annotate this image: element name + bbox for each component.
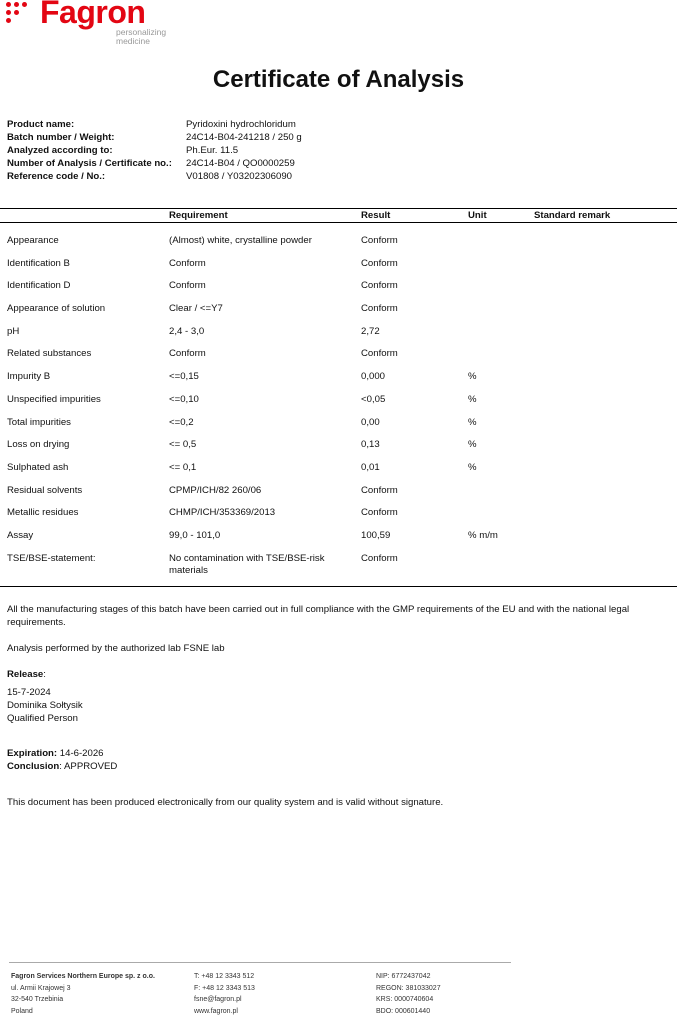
cell-remark — [534, 439, 677, 462]
release-date: 15-7-2024 — [7, 687, 51, 698]
cell-result: Conform — [361, 280, 398, 292]
cell-parameter: Impurity B — [7, 371, 51, 383]
header-unit: Unit — [468, 210, 487, 221]
expiration-line — [7, 747, 667, 760]
footer-krs: KRS: 0000740604 — [376, 996, 434, 1003]
cell-requirement: <=0,15 — [169, 371, 199, 383]
release-name: Dominika Sołtysik — [7, 700, 83, 711]
header-result: Result — [361, 210, 391, 221]
lab-statement: Analysis performed by the authorized lab FSNE lab — [7, 643, 225, 654]
table-row — [0, 303, 677, 326]
cell-remark — [534, 303, 677, 326]
electronic-note: This document has been produced electronically from our quality system and is valid without signature. — [7, 797, 444, 808]
footer-email[interactable]: fsne@fagron.pl — [194, 996, 242, 1003]
footer-company — [11, 971, 155, 1017]
release-label: Release — [7, 669, 44, 680]
cell-remark — [534, 417, 677, 440]
compliance-statement: All the manufacturing stages of this batch have been carried out in full compliance with the GMP requirements of the EU and with the national legal requirements. — [7, 604, 630, 628]
cell-unit: % — [468, 439, 477, 451]
meta-label: Analyzed according to: — [7, 145, 113, 156]
table-row — [0, 462, 677, 485]
release-heading — [7, 668, 667, 681]
logo-dots-icon — [6, 2, 36, 24]
company-logo — [6, 0, 186, 48]
cell-unit — [468, 235, 534, 258]
footer-company-name: Fagron Services Northern Europe sp. z o.o. — [11, 973, 155, 980]
cell-parameter: Related substances — [7, 348, 92, 360]
footer-regon: REGON: 381033027 — [376, 984, 441, 992]
cell-requirement: <= 0,5 — [169, 439, 197, 451]
cell-remark — [534, 507, 677, 530]
meta-row — [7, 157, 302, 170]
header-remark: Standard remark — [534, 210, 611, 221]
table-row — [0, 417, 677, 440]
cell-unit: % m/m — [468, 529, 498, 541]
footer-registration — [376, 971, 441, 1017]
cell-remark — [534, 235, 677, 258]
product-meta — [7, 118, 302, 183]
cell-remark — [534, 258, 677, 281]
table-row — [0, 258, 677, 281]
cell-parameter: Appearance of solution — [7, 303, 106, 315]
cell-unit — [468, 348, 534, 371]
cell-requirement: <=0,10 — [169, 393, 199, 405]
meta-value: V01808 / Y03202306090 — [186, 171, 292, 182]
release-role: Qualified Person — [7, 713, 78, 724]
meta-value: Ph.Eur. 11.5 — [186, 145, 239, 156]
meta-value: Pyridoxini hydrochloridum — [186, 119, 296, 130]
cell-result: 0,01 — [361, 461, 380, 473]
header-parameter — [0, 209, 169, 222]
cell-remark — [534, 462, 677, 485]
cell-requirement: 99,0 - 101,0 — [169, 529, 221, 541]
cell-requirement: (Almost) white, crystalline powder — [169, 235, 312, 246]
cell-result: Conform — [361, 484, 398, 496]
cell-result: Conform — [361, 507, 398, 519]
table-row — [0, 371, 677, 394]
cell-result: 100,59 — [361, 529, 391, 541]
cell-parameter: Loss on drying — [7, 439, 70, 451]
table-row — [0, 530, 677, 553]
cell-requirement: 2,4 - 3,0 — [169, 325, 205, 337]
meta-label: Product name: — [7, 119, 75, 130]
cell-requirement: CPMP/ICH/82 260/06 — [169, 484, 262, 496]
meta-row — [7, 170, 302, 183]
cell-unit — [468, 326, 534, 349]
meta-row — [7, 131, 302, 144]
footer-bdo: BDO: 000601440 — [376, 1007, 431, 1015]
cell-parameter: Appearance — [7, 235, 59, 246]
cell-unit: % — [468, 393, 477, 405]
cell-result: 0,00 — [361, 416, 380, 428]
cell-parameter: Identification B — [7, 257, 70, 269]
cell-parameter: Assay — [7, 529, 34, 541]
meta-label: Reference code / No.: — [7, 171, 106, 182]
footer-address-country: Poland — [11, 1007, 33, 1015]
cell-result: 0,000 — [361, 371, 386, 383]
cell-parameter: pH — [7, 325, 20, 337]
cell-remark — [534, 485, 677, 508]
footer-website[interactable]: www.fagron.pl — [194, 1007, 238, 1015]
meta-row — [7, 118, 302, 131]
cell-result: Conform — [361, 257, 398, 269]
cell-requirement: No contamination with TSE/BSE-risk materials — [169, 552, 325, 576]
cell-unit — [468, 258, 534, 281]
cell-parameter: TSE/BSE-statement: — [7, 552, 96, 564]
cell-requirement: Conform — [169, 257, 206, 269]
table-row — [0, 280, 677, 303]
cell-parameter: Sulphated ash — [7, 461, 69, 473]
cell-remark — [534, 394, 677, 417]
cell-requirement: Conform — [169, 348, 206, 360]
cell-result: 0,13 — [361, 439, 380, 451]
cell-result: Conform — [361, 552, 398, 564]
meta-value: 24C14-B04-241218 / 250 g — [186, 132, 302, 143]
logo-tagline-line-1: personalizing — [116, 27, 167, 37]
expiration-value: 14-6-2026 — [57, 748, 104, 759]
cell-unit: % — [468, 416, 477, 428]
header-requirement: Requirement — [169, 210, 228, 221]
cell-parameter: Unspecified impurities — [7, 393, 101, 405]
cell-result: 2,72 — [361, 325, 380, 337]
cell-parameter: Residual solvents — [7, 484, 83, 496]
cell-requirement: Conform — [169, 280, 206, 292]
results-table — [0, 208, 677, 587]
cell-unit — [468, 280, 534, 303]
table-row — [0, 235, 677, 258]
cell-result: Conform — [361, 235, 398, 246]
cell-result: Conform — [361, 348, 398, 360]
cell-unit: % — [468, 461, 477, 473]
cell-unit — [468, 485, 534, 508]
footer-fax: F: +48 12 3343 513 — [194, 984, 255, 992]
cell-remark — [534, 530, 677, 553]
conclusion-value: : APPROVED — [59, 761, 118, 772]
cell-remark — [534, 371, 677, 394]
table-header — [0, 208, 677, 223]
cell-requirement: <= 0,1 — [169, 461, 197, 473]
cell-result: <0,05 — [361, 393, 386, 405]
cell-parameter: Identification D — [7, 280, 71, 292]
release-colon: : — [43, 669, 46, 680]
table-row — [0, 439, 677, 462]
table-row — [0, 394, 677, 417]
conclusion-line — [7, 760, 667, 773]
meta-label: Batch number / Weight: — [7, 132, 115, 143]
table-row — [0, 553, 677, 586]
document-title: Certificate of Analysis — [212, 66, 465, 93]
table-row — [0, 326, 677, 349]
footer-address-city: 32-540 Trzebinia — [11, 996, 64, 1003]
footer-divider — [9, 962, 511, 963]
cell-requirement: <=0,2 — [169, 416, 194, 428]
meta-row — [7, 144, 302, 157]
cell-remark — [534, 348, 677, 371]
cell-remark — [534, 280, 677, 303]
footer-phone: T: +48 12 3343 512 — [194, 973, 255, 980]
conclusion-label: Conclusion — [7, 761, 60, 772]
cell-unit — [468, 553, 534, 586]
footer-contact — [194, 971, 255, 1017]
cell-requirement: CHMP/ICH/353369/2013 — [169, 507, 276, 519]
footer-nip: NIP: 6772437042 — [376, 973, 431, 980]
cell-unit: % — [468, 371, 477, 383]
cell-remark — [534, 326, 677, 349]
meta-value: 24C14-B04 / QO0000259 — [186, 158, 295, 169]
cell-parameter: Total impurities — [7, 416, 71, 428]
meta-label: Number of Analysis / Certificate no.: — [7, 158, 172, 169]
footer-address-street: ul. Armii Krajowej 3 — [11, 984, 71, 992]
cell-result: Conform — [361, 303, 398, 315]
cell-unit — [468, 507, 534, 530]
expiration-label: Expiration: — [7, 748, 58, 759]
cell-unit — [468, 303, 534, 326]
logo-brand: Fagron — [40, 0, 146, 30]
table-row — [0, 348, 677, 371]
table-row — [0, 485, 677, 508]
cell-remark — [534, 553, 677, 586]
cell-parameter: Metallic residues — [7, 507, 79, 519]
release-block — [7, 686, 667, 725]
logo-tagline-line-2: medicine — [116, 36, 151, 46]
table-row — [0, 507, 677, 530]
table-body — [0, 223, 677, 587]
logo-tagline — [116, 28, 166, 46]
cell-requirement: Clear / <=Y7 — [169, 303, 223, 315]
